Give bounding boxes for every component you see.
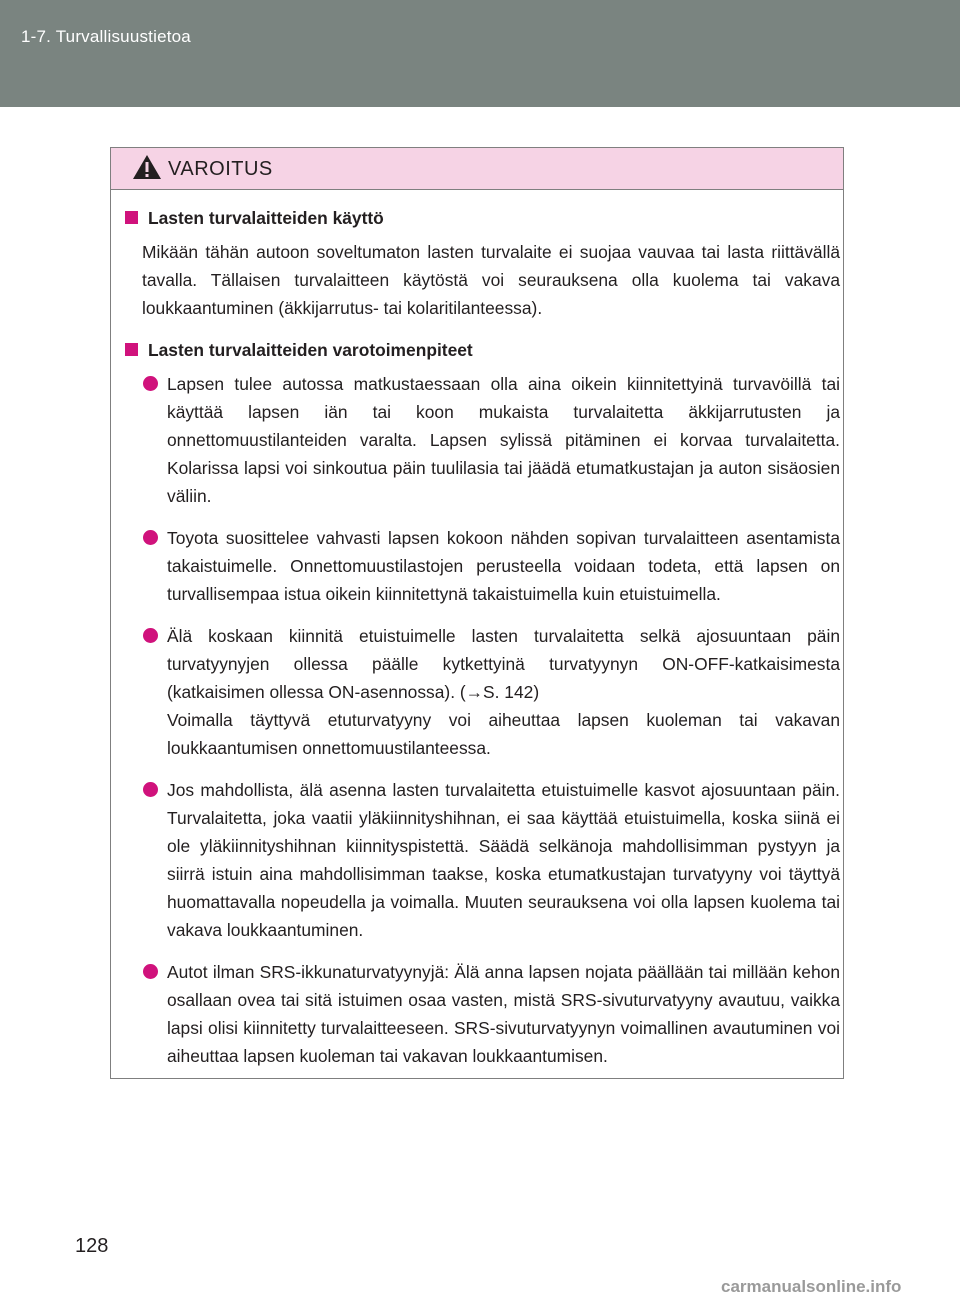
section-heading-text: Lasten turvalaitteiden käyttö <box>148 208 384 228</box>
square-bullet-icon <box>125 343 138 356</box>
circle-bullet-icon <box>143 376 158 391</box>
bullet-item <box>124 370 840 510</box>
bullet-item <box>124 958 840 1070</box>
circle-bullet-icon <box>143 628 158 643</box>
bullet-text: Toyota suosittelee vahvasti lapsen kokoon nähden sopivan turvalaitteen asentamista takaistuimelle. Onnettomuustilastojen perusteella voidaan todeta, että lapsen on turvallisempaa istua oikein kiinnitettynä takaistuimella kuin etuistuimella. <box>167 528 840 604</box>
bullet-text: Lapsen tulee autossa matkustaessaan olla aina oikein kiinnitettyinä turvavöillä tai käyttää lapsen iän tai koon mukaista turvalaitetta äkkijarrutusten ja onnettomuustilanteiden varalta. Lapsen sylissä pitäminen ei korvaa turvalaitetta. Kolarissa lapsi voi sinkoutua päin tuulilasia tai jäädä etumatkustajan ja auton sisäosien väliin. <box>167 374 840 506</box>
bullet-text: Älä koskaan kiinnitä etuistuimelle lasten turvalaitetta selkä ajosuuntaan päin turvatyynyjen ollessa päälle kytkettyinä turvatyynyn ON-OFF-katkaisimesta (katkaisimen ollessa ON-asennossa). (→S. 142) Voimalla täyttyvä etuturvatyyny voi aiheuttaa lapsen kuoleman tai vakavan loukkaantumisen onnettomuustilanteessa. <box>167 626 840 758</box>
circle-bullet-icon <box>143 530 158 545</box>
section-heading-text: Lasten turvalaitteiden varotoimenpiteet <box>148 340 473 360</box>
circle-bullet-icon <box>143 782 158 797</box>
bullet-item <box>124 524 840 608</box>
warning-triangle-icon <box>132 154 162 180</box>
circle-bullet-icon <box>143 964 158 979</box>
warning-content <box>124 204 840 1084</box>
section-paragraph: Mikään tähän autoon soveltumaton lasten turvalaite ei suojaa vauvaa tai lasta riittävällä tavalla. Tällaisen turvalaitteen käytöstä voi seurauksena olla kuolema tai vakava loukkaantuminen (äkkijarrutus- tai kolaritilanteessa). <box>142 242 840 318</box>
header-bar <box>0 0 960 107</box>
warning-header <box>111 148 843 190</box>
page-number: 128 <box>75 1235 109 1257</box>
section-title: 1-7. Turvallisuustietoa <box>21 27 191 46</box>
section-heading <box>124 336 840 364</box>
watermark: carmanualsonline.info <box>721 1277 902 1296</box>
bullet-item <box>124 622 840 762</box>
bullet-text: Jos mahdollista, älä asenna lasten turvalaitetta etuistuimelle kasvot ajosuuntaan päin. Turvalaitetta, joka vaatii yläkiinnityshihnan, ei saa käyttää etuistuimella, koska siinä ei ole yläkiinnityshihnan kiinnityspistettä. Säädä selkänoja mahdollisimman pystyyn ja siirrä istuin aina mahdollisimman taakse, koska etumatkustajan turvatyyny voi täyttyä huomattavalla nopeudella ja voimalla. Muuten seurauksena voi olla lapsen kuolema tai vakava loukkaantuminen. <box>167 780 840 940</box>
bullet-item <box>124 776 840 944</box>
square-bullet-icon <box>125 211 138 224</box>
warning-box <box>110 147 844 1079</box>
warning-title: VAROITUS <box>168 158 273 180</box>
section-heading <box>124 204 840 232</box>
bullet-text: Autot ilman SRS-ikkunaturvatyynyjä: Älä anna lapsen nojata päällään tai millään kehon osallaan ovea tai sitä istuimen osaa vasten, mistä SRS-sivuturvatyyny avautuu, vaikka lapsi olisi kiinnitetty turvalaitteeseen. SRS-sivuturvatyynyn voimallinen avautuminen voi aiheuttaa lapsen kuoleman tai vakavan loukkaantumisen. <box>167 962 840 1066</box>
